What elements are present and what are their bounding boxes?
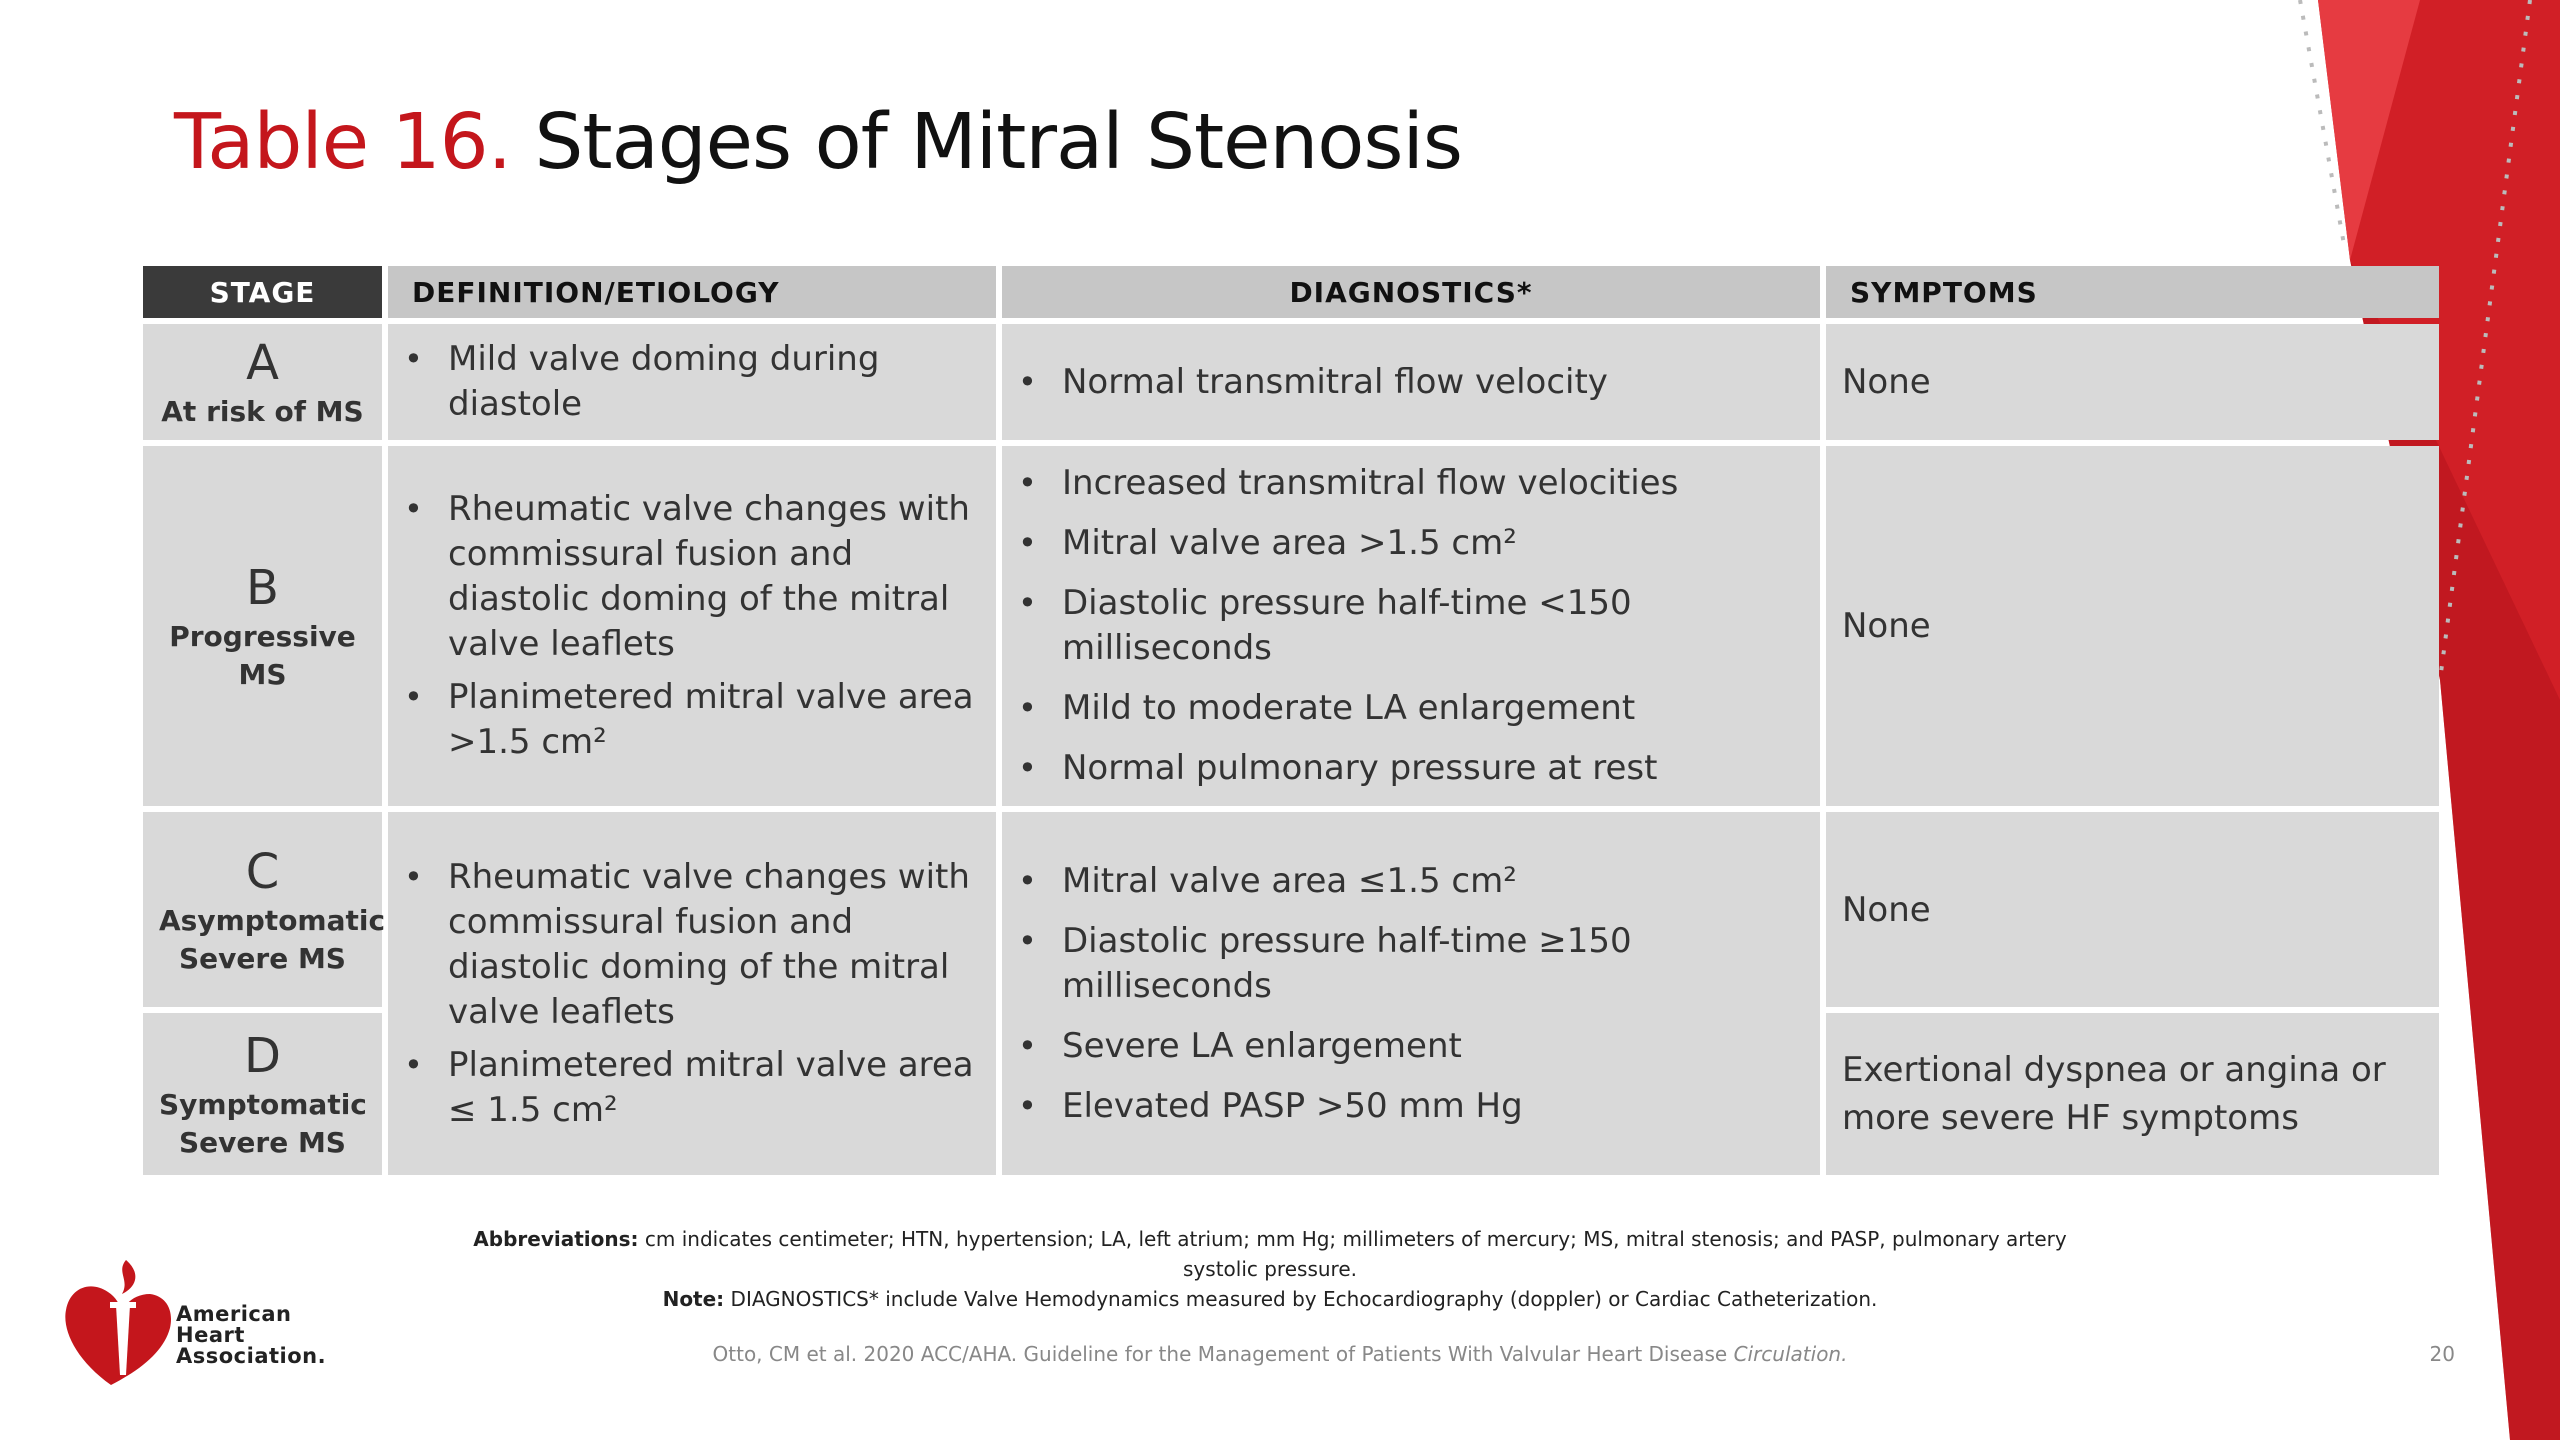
diagnostics-item: • Diastolic pressure half-time ≥150 milliseconds xyxy=(1018,919,1804,1009)
stage-name: Progressive MS xyxy=(169,620,356,691)
definition-cell-shared-cd xyxy=(388,812,996,1175)
diagnostics-item: • Normal pulmonary pressure at rest xyxy=(1018,746,1804,791)
title-prefix: Table 16. xyxy=(174,98,512,187)
header-symptoms: SYMPTOMS xyxy=(1826,266,2439,318)
logo-line: Heart xyxy=(176,1323,245,1347)
symptoms-text: None xyxy=(1842,889,1931,930)
table-row-stage-c xyxy=(143,812,2439,1007)
symptoms-text: None xyxy=(1842,362,1931,402)
stage-letter: C xyxy=(245,843,280,900)
definition-item: • Rheumatic valve changes with commissural fusion and diastolic doming of the mitral valve leaflets xyxy=(404,487,980,667)
symptoms-text: None xyxy=(1842,606,1931,646)
diagnostics-item: • Mild to moderate LA enlargement xyxy=(1018,686,1804,731)
header-diagnostics: DIAGNOSTICS* xyxy=(1002,266,1820,318)
citation xyxy=(560,1342,2000,1366)
note-footnote xyxy=(440,1284,2100,1314)
aha-logo-text xyxy=(176,1304,326,1367)
stage-c-cell xyxy=(143,812,386,1007)
symptoms-cell xyxy=(1826,446,2439,806)
stage-a-cell xyxy=(143,324,382,440)
diagnostics-item: • Increased transmitral flow velocities xyxy=(1018,461,1804,506)
diagnostics-item: • Mitral valve area ≤1.5 cm² xyxy=(1018,859,1804,904)
definition-item: • Rheumatic valve changes with commissural fusion and diastolic doming of the mitral valve leaflets xyxy=(404,855,980,1035)
definition-cell xyxy=(388,446,996,806)
diagnostics-cell xyxy=(1002,446,1820,806)
diagnostics-item: • Diastolic pressure half-time <150 milliseconds xyxy=(1018,581,1804,671)
symptoms-cell xyxy=(1826,1013,2439,1175)
title-text: Stages of Mitral Stenosis xyxy=(534,98,1463,187)
symptoms-cell xyxy=(1826,324,2439,440)
stage-letter: A xyxy=(246,335,279,391)
table-header-row xyxy=(143,266,2439,318)
diagnostics-item: • Elevated PASP >50 mm Hg xyxy=(1018,1084,1804,1129)
definition-cell xyxy=(388,324,996,440)
citation-text: Otto, CM et al. 2020 ACC/AHA. Guideline for the Management of Patients With Valvular Heart Disease xyxy=(712,1342,1728,1366)
symptoms-cell xyxy=(1826,812,2439,1007)
note-label: Note: xyxy=(662,1287,725,1311)
header-stage: STAGE xyxy=(143,266,382,318)
page-title xyxy=(174,88,1462,198)
stage-d-cell xyxy=(143,1013,382,1175)
stage-name: At risk of MS xyxy=(161,395,364,428)
stage-name: Asymptomatic Severe MS xyxy=(159,903,386,975)
abbreviations-text: cm indicates centimeter; HTN, hypertension; LA, left atrium; mm Hg; millimeters of mercury; MS, mitral stenosis; and PASP, pulmonary artery systolic pressure. xyxy=(644,1227,2067,1281)
abbreviations-label: Abbreviations: xyxy=(473,1227,639,1251)
table-row-stage-b xyxy=(143,446,2439,806)
diagnostics-cell xyxy=(1002,324,1820,440)
page-number: 20 xyxy=(2429,1342,2455,1366)
definition-item: • Mild valve doming during diastole xyxy=(404,337,980,427)
diagnostics-cell-shared-cd xyxy=(1002,812,1820,1175)
stage-letter: B xyxy=(246,560,279,616)
diagnostics-item: • Mitral valve area >1.5 cm² xyxy=(1018,521,1804,566)
abbreviations-footnote xyxy=(440,1224,2100,1284)
stage-b-cell xyxy=(143,446,382,806)
definition-item: • Planimetered mitral valve area ≤ 1.5 cm² xyxy=(404,1043,980,1133)
note-text: DIAGNOSTICS* include Valve Hemodynamics measured by Echocardiography (doppler) or Cardiac Catheterization. xyxy=(730,1287,1878,1311)
diagnostics-item: • Severe LA enlargement xyxy=(1018,1024,1804,1069)
symptoms-text: Exertional dyspnea or angina or more severe HF symptoms xyxy=(1842,1050,2386,1138)
definition-item: • Planimetered mitral valve area >1.5 cm² xyxy=(404,675,980,765)
header-definition: DEFINITION/ETIOLOGY xyxy=(388,266,996,318)
table-row-stage-a xyxy=(143,324,2439,440)
stage-letter: D xyxy=(244,1028,281,1084)
citation-journal: Circulation. xyxy=(1733,1342,1848,1366)
logo-line: Association. xyxy=(176,1344,327,1368)
logo-line: American xyxy=(176,1302,292,1326)
stage-name: Symptomatic Severe MS xyxy=(159,1088,367,1159)
stages-table xyxy=(137,260,2445,1181)
diagnostics-item: • Normal transmitral flow velocity xyxy=(1018,360,1804,405)
